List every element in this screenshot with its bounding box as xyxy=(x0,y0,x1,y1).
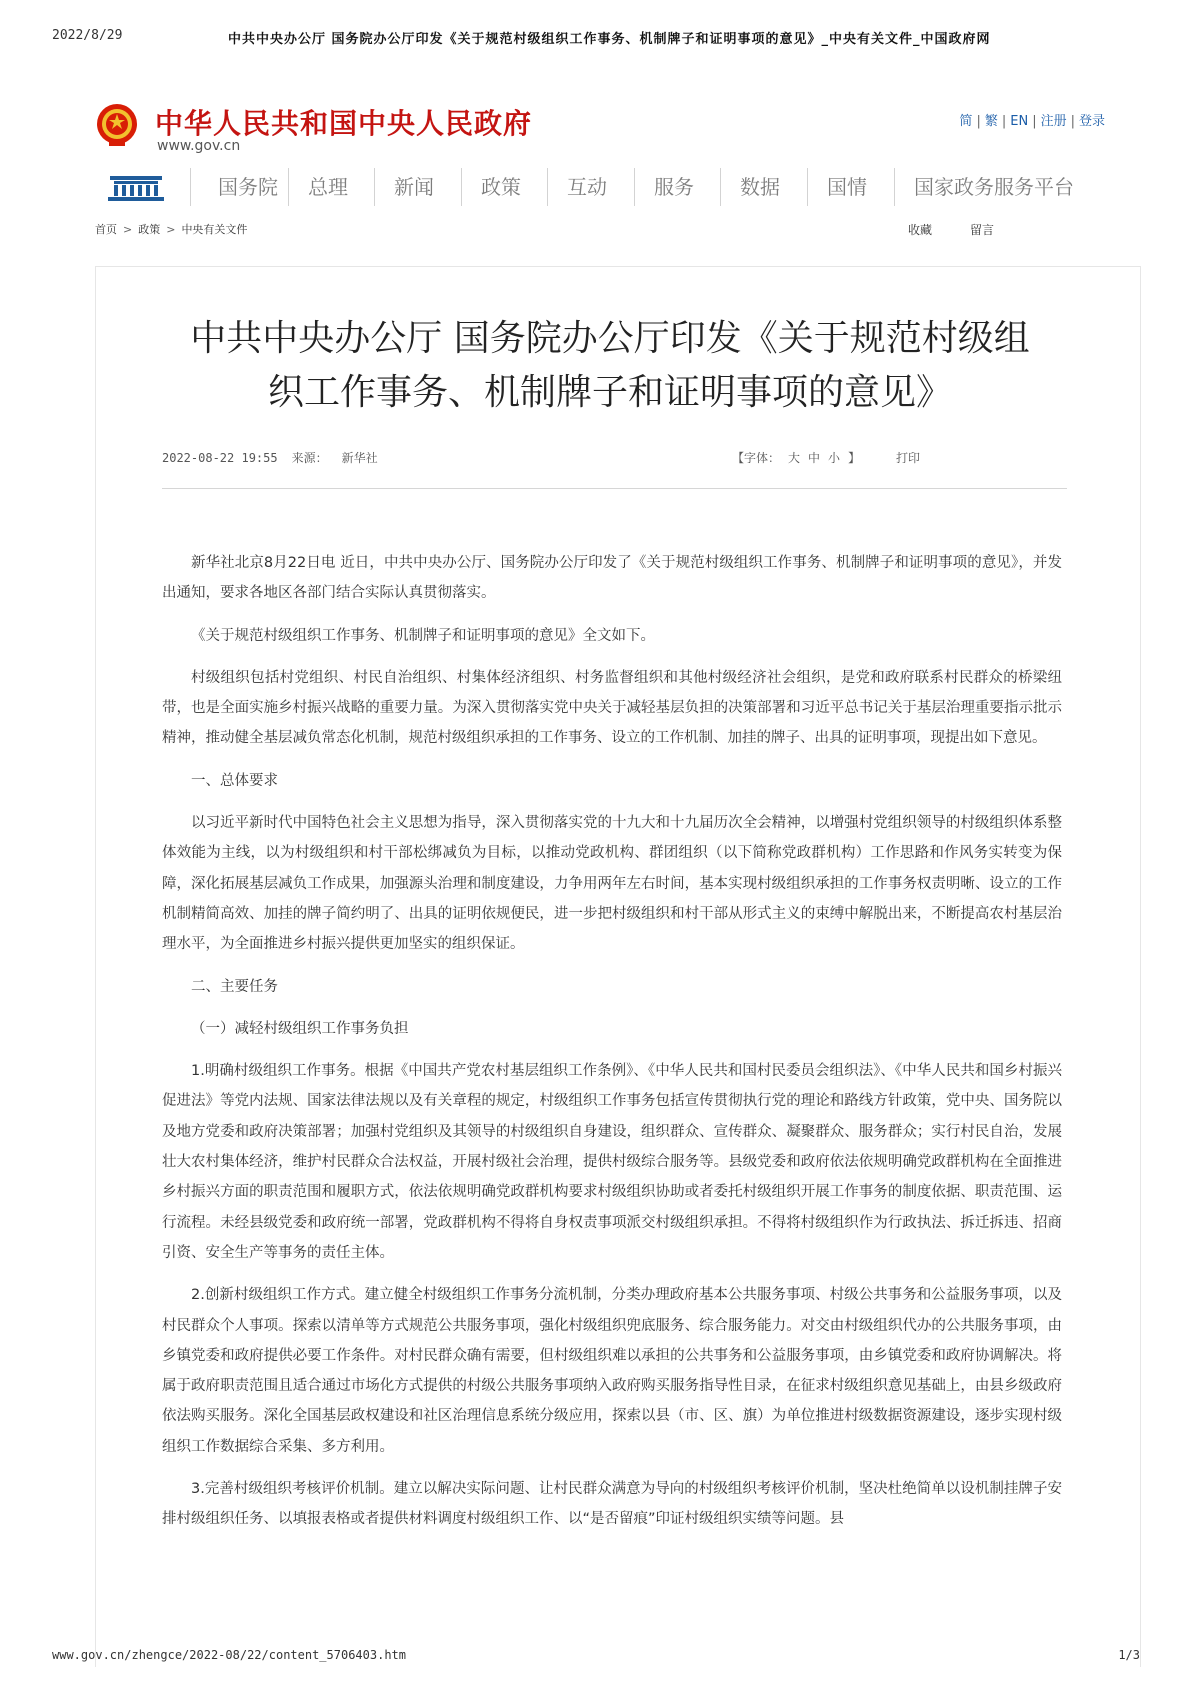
article-body xyxy=(162,548,1062,1547)
main-nav xyxy=(106,168,1114,206)
paragraph: 以习近平新时代中国特色社会主义思想为指导，深入贯彻落实党的十九大和十九届历次全会精神，以增强村党组织领导的村级组织体系整体效能为主线，以为村级组织和村干部松绑减负为目标，以推动党政机构、群团组织（以下简称党政群机构）工作思路和作风务实转变为保障，深化拓展基层减负工作成果，加强源头治理和制度建设，力争用两年左右时间，基本实现村级组织承担的工作事务权责明晰、设立的工作机制精简高效、加挂的牌子简约明了、出具的证明依规便民，进一步把村级组织和村干部从形式主义的束缚中解脱出来，不断提高农村基层治理水平，为全面推进乡村振兴提供更加坚实的组织保证。 xyxy=(162,815,1062,953)
link-traditional[interactable]: 繁 xyxy=(984,114,998,129)
article-title xyxy=(160,312,1060,420)
favorite-button[interactable]: 收藏 xyxy=(908,223,933,237)
subsection-heading: （一）减轻村级组织工作事务负担 xyxy=(191,1020,409,1037)
print-footer xyxy=(52,1648,1140,1662)
site-name[interactable]: 中华人民共和国中央人民政府 xyxy=(155,107,533,140)
link-login[interactable]: 登录 xyxy=(1078,114,1105,129)
chevron-right-icon: > xyxy=(166,223,176,236)
top-links: 简 | 繁 | EN | 注册 | 登录 xyxy=(959,114,1105,129)
breadcrumb-home[interactable]: 首页 xyxy=(95,223,117,236)
section-heading: 二、主要任务 xyxy=(191,978,278,995)
site-header xyxy=(95,98,1105,158)
nav-item-policy[interactable]: 政策 xyxy=(481,175,521,199)
paragraph: 2.创新村级组织工作方式。建立健全村级组织工作事务分流机制，分类办理政府基本公共服务事项、村级公共事务和公益服务事项，以及村民群众个人事项。探索以清单等方式规范公共服务事项，强化村级组织兜底服务、综合服务能力。对交由村级组织代办的公共服务事项，由乡镇党委和政府提供必要工作条件。对村民群众确有需要，但村级组织难以承担的公共事务和公益服务事项，由乡镇党委和政府协调解决。将属于政府职责范围且适合通过市场化方式提供的村级公共服务事项纳入政府购买服务指导性目录，在征求村级组织意见基础上，由县乡级政府依法购买服务。深化全国基层政权建设和社区治理信息系统分级应用，探索以县（市、区、旗）为单位推进村级数据资源建设，逐步实现村级组织工作数据综合采集、多方利用。 xyxy=(162,1287,1062,1455)
paragraph: 《关于规范村级组织工作事务、机制牌子和证明事项的意见》全文如下。 xyxy=(191,627,655,644)
nav-item-gov-service-platform[interactable]: 国家政务服务平台 xyxy=(914,175,1074,199)
print-date: 2022/8/29 xyxy=(52,28,123,43)
paragraph: 村级组织包括村党组织、村民自治组织、村集体经济组织、村务监督组织和其他村级经济社会组织，是党和政府联系村民群众的桥梁纽带，也是全面实施乡村振兴战略的重要力量。为深入贯彻落实党中央关于减轻基层负担的决策部署和习近平总书记关于基层治理重要指示批示精神，推动健全基层减负常态化机制，规范村级组织承担的工作事务、设立的工作机制、加挂的牌子、出具的证明事项，现提出如下意见。 xyxy=(162,669,1062,747)
great-hall-logo-icon[interactable] xyxy=(106,172,166,202)
message-button[interactable]: 留言 xyxy=(970,223,995,237)
paragraph: 3.完善村级组织考核评价机制。建立以解决实际问题、让村民群众满意为导向的村级组织考核评价机制，坚决杜绝简单以设机制挂牌子安排村级组织任务、以填报表格或者提供材料调度村级组织工作、以“是否留痕”印证村级组织实绩等问题。县 xyxy=(162,1481,1062,1528)
site-domain: www.gov.cn xyxy=(157,138,241,154)
font-size-medium[interactable]: 中 xyxy=(808,451,821,465)
publish-datetime: 2022-08-22 19:55 xyxy=(162,451,278,465)
nav-item-news[interactable]: 新闻 xyxy=(394,175,434,199)
font-size-small[interactable]: 小 xyxy=(828,451,841,465)
print-header xyxy=(52,28,1130,48)
page-number: 1/3 xyxy=(1118,1648,1140,1662)
font-size-large[interactable]: 大 xyxy=(788,451,801,465)
font-size-control xyxy=(732,449,868,466)
article-title-line: 织工作事务、机制牌子和证明事项的意见》 xyxy=(267,372,952,413)
section-heading: 一、总体要求 xyxy=(191,772,278,789)
link-english[interactable]: EN xyxy=(1010,114,1029,129)
chevron-right-icon: > xyxy=(123,223,133,236)
nav-item-state-council[interactable]: 国务院 xyxy=(218,175,278,199)
paragraph: 新华社北京8月22日电 近日，中共中央办公厅、国务院办公厅印发了《关于规范村级组织工作事务、机制牌子和证明事项的意见》，并发出通知，要求各地区各部门结合实际认真贯彻落实。 xyxy=(162,555,1062,602)
breadcrumb-policy[interactable]: 政策 xyxy=(138,223,161,236)
font-size-close: 】 xyxy=(848,451,861,465)
national-emblem-icon[interactable] xyxy=(95,102,139,148)
paragraph: 1.明确村级组织工作事务。根据《中国共产党农村基层组织工作条例》、《中华人民共和国村民委员会组织法》、《中华人民共和国乡村振兴促进法》等党内法规、国家法律法规以及有关章程的规定，村级组织工作事务包括宣传贯彻执行党的理论和路线方针政策，党中央、国务院以及地方党委和政府决策部署；加强村党组织及其领导的村级组织自身建设，组织群众、宣传群众、凝聚群众、服务群众；实行村民自治，发展壮大农村集体经济，维护村民群众合法权益，开展村级社会治理，提供村级综合服务等。县级党委和政府依法依规明确党政群机构在全面推进乡村振兴方面的职责范围和履职方式，依法依规明确党政群机构要求村级组织协助或者委托村级组织开展工作事务的制度依据、职责范围、运行流程。未经县级党委和政府统一部署，党政群机构不得将自身权责事项派交村级组织承担。不得将村级组织作为行政执法、拆迁拆违、招商引资、安全生产等事务的责任主体。 xyxy=(162,1063,1062,1261)
nav-item-data[interactable]: 数据 xyxy=(740,175,780,199)
print-page-title: 中共中央办公厅 国务院办公厅印发《关于规范村级组织工作事务、机制牌子和证明事项的意见》_中央有关文件_中国政府网 xyxy=(228,32,991,47)
source-name: 新华社 xyxy=(341,451,378,465)
print-button[interactable]: 打印 xyxy=(896,451,921,465)
divider xyxy=(162,488,1067,489)
link-simplified[interactable]: 简 xyxy=(959,114,973,129)
breadcrumb xyxy=(95,221,247,237)
nav-item-national-info[interactable]: 国情 xyxy=(827,175,867,199)
breadcrumb-central-docs[interactable]: 中央有关文件 xyxy=(181,223,248,236)
source-label: 来源： xyxy=(291,451,328,465)
article-title-line: 中共中央办公厅 国务院办公厅印发《关于规范村级组 xyxy=(190,318,1030,359)
nav-item-interaction[interactable]: 互动 xyxy=(567,175,607,199)
nav-item-service[interactable]: 服务 xyxy=(654,175,694,199)
font-size-label: 【字体： xyxy=(732,451,781,465)
link-register[interactable]: 注册 xyxy=(1040,114,1067,129)
article-meta xyxy=(162,449,392,466)
page-url: www.gov.cn/zhengce/2022-08/22/content_5706403.htm xyxy=(52,1648,407,1662)
nav-item-premier[interactable]: 总理 xyxy=(308,175,348,199)
